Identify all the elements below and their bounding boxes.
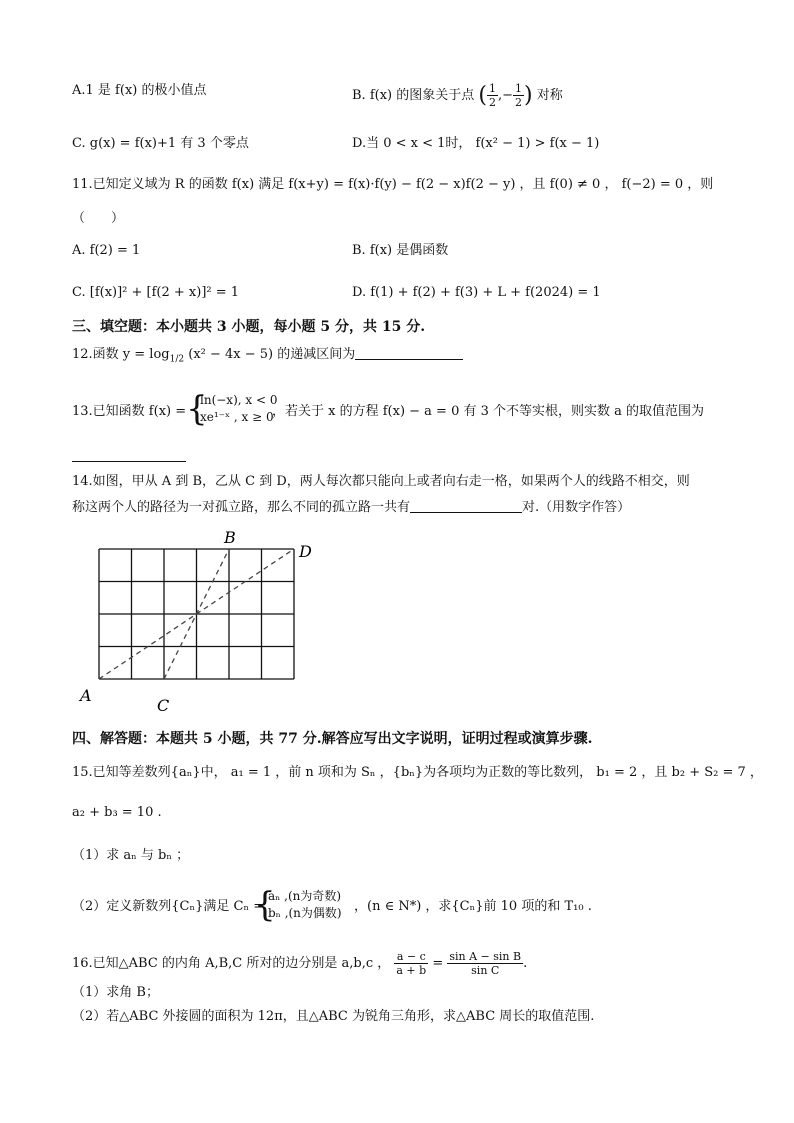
q15-brace: { [254,885,276,925]
q12-answer-blank[interactable] [355,345,463,360]
q10-option-d: D.当 0 < x < 1时， f(x² − 1) > f(x − 1) [352,136,600,151]
q13-post: ，若关于 x 的方程 f(x) − a = 0 有 3 个不等实根，则实数 a 的取值范围为 [272,404,705,419]
q10-option-b-post: 对称 [536,88,563,103]
q13-cases [200,392,277,426]
label-d: D [299,542,312,561]
q15-part-2-post: ，(n ∈ N*) ，求{Cₙ}前 10 项的和 T₁₀ . [354,899,592,914]
q11-option-a: A. f(2) = 1 [72,243,141,258]
q15-part-1: （1）求 aₙ 与 bₙ ； [72,848,190,863]
q10-b-frac-1: $\frac{1}{2}$ [488,82,496,109]
q15-line-1: 15.已知等差数列{aₙ}中， a₁ = 1 ，前 n 项和为 Sₙ ，{bₙ}为各项均为正数的等比数列， b₁ = 2 ，且 b₂ + S₂ = 7 ， [72,765,763,780]
q10-b-frac-2: $\frac{1}{2}$ [515,82,523,109]
q14-answer-blank[interactable] [410,498,522,513]
q12-post: (x² − 4x − 5) 的递减区间为 [184,347,356,362]
label-c: C [157,696,170,715]
q12-pre: 12.函数 y = log [72,347,170,362]
q12 [72,345,463,369]
q11-stem: 11.已知定义域为 R 的函数 f(x) 满足 f(x+y) = f(x)·f(y) − f(2 − x)f(2 − y) ，且 f(0) ≠ 0 ， f(−2) = 0 ，则 [72,177,714,192]
q15-case-2: bₙ ,(n为偶数) [268,906,342,920]
q14-line-2 [72,498,630,517]
section-3-title: 三、填空题：本小题共 3 小题，每小题 5 分，共 15 分. [72,319,426,335]
q15-cases [268,888,342,922]
q11-paren: （ ） [72,211,125,226]
q16-part-1: （1）求角 B； [72,985,159,1000]
q11-option-b: B. f(x) 是偶函数 [352,243,449,258]
q10-option-b-text: B. f(x) 的图象关于点 [352,88,475,103]
q14-line-1: 14.如图，甲从 A 到 B，乙从 C 到 D，两人每次都只能向上或者向右走一格，如果两个人的线路不相交，则 [72,474,690,489]
q13-case-2: xe¹⁻ˣ , x ≥ 0 [200,410,274,424]
label-b: B [224,528,236,547]
q13-pre: 13.已知函数 f(x) = [72,404,187,419]
q13-answer-blank[interactable] [72,461,186,462]
section-4-title: 四、解答题：本题共 5 小题，共 77 分.解答应写出文字说明，证明过程或演算步骤. [72,731,593,747]
q14-line-2-post: 对.（用数字作答） [522,500,631,515]
q12-log-base: 1/2 [169,354,185,365]
q15-part-2-pre: （2）定义新数列{Cₙ}满足 Cₙ = [72,899,265,914]
q15-line-2: a₂ + b₃ = 10 . [72,805,162,820]
q11-option-c: C. [f(x)]² + [f(2 + x)]² = 1 [72,285,240,300]
q13-case-1: ln(−x), x < 0 [200,393,278,407]
q14-line-2-pre: 称这两个人的路径为一对孤立路，那么不同的孤立路一共有 [72,500,411,515]
q11-option-d: D. f(1) + f(2) + f(3) + L + f(2024) = 1 [352,285,601,300]
label-a: A [80,686,92,705]
q16-stem: 16.已知△ABC 的内角 A,B,C 所对的边分别是 a,b,c ， $\frac{a - c}{a + b}$ = $\frac{\text{sin A − sin B}}{\text{sin C}}$ . [72,950,528,977]
q16-frac-left: $\frac{a - c}{a + b}$ [396,950,427,977]
q10-option-b: B. f(x) 的图象关于点 ( $\frac{1}{2}$ ,− $\frac{1}{2}$ ) 对称 [352,82,563,109]
q16-equals: = [432,956,444,971]
q10-option-a: A.1 是 f(x) 的极小值点 [72,83,207,98]
q13-brace: { [186,389,208,429]
q16-frac-right: $\frac{\text{sin A − sin B}}{\text{sin C}}$ [449,950,522,977]
q16-pre: 16.已知△ABC 的内角 A,B,C 所对的边分别是 a,b,c ， [72,956,391,971]
q14-grid-diagram [70,525,330,720]
q16-part-2: （2）若△ABC 外接圆的面积为 12π，且△ABC 为锐角三角形，求△ABC 周长的取值范围. [72,1009,595,1024]
q15-case-1: aₙ ,(n为奇数) [268,889,342,903]
q10-option-c: C. g(x) = f(x)+1 有 3 个零点 [72,136,249,151]
